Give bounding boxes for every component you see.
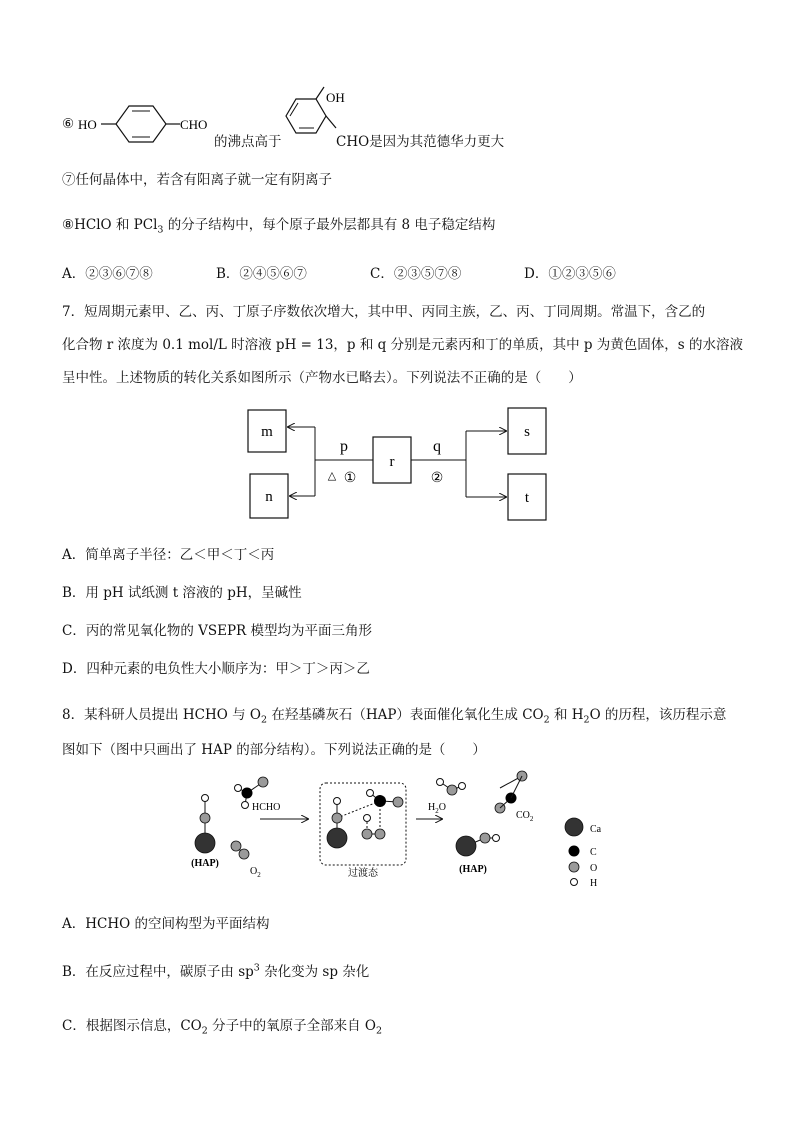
- q8-l1s1: 2: [260, 714, 268, 726]
- q8-b-a: B．在反应过程中，碳原子由 sp: [62, 964, 254, 980]
- step-2-label: ②: [430, 471, 444, 486]
- transition-state: [320, 783, 406, 879]
- q8-stem-line1: [62, 703, 726, 726]
- q8-l1s3: 2: [583, 714, 590, 726]
- ortho-oh-label: OH: [326, 90, 345, 105]
- label-t: t: [524, 490, 530, 506]
- step-1-label: ①: [343, 471, 357, 486]
- hap-left-label: (HAP): [191, 858, 219, 869]
- legend-o-swatch: [569, 862, 579, 872]
- q8-option-c[interactable]: [62, 1014, 382, 1037]
- q6-option-b[interactable]: B．②④⑤⑥⑦: [216, 266, 307, 282]
- q7-option-a[interactable]: A．简单离子半径：乙＜甲＜丁＜丙: [62, 547, 275, 563]
- label-s: s: [524, 424, 530, 440]
- co2-label: $CO_2$: [516, 810, 534, 823]
- heat-symbol: △: [327, 470, 337, 482]
- para-cho-label: CHO: [180, 117, 208, 132]
- q8-c-b: 分子中的氧原子全部来自 O: [207, 1018, 376, 1034]
- h2o-molecule: [428, 779, 466, 816]
- hcho-label: HCHO: [252, 802, 281, 813]
- q8-b-sup: 3: [253, 962, 260, 974]
- legend-o: O: [590, 863, 598, 874]
- q8-stem-line2: 图如下（图中只画出了 HAP 的部分结构）。下列说法正确的是（ ）: [62, 742, 486, 758]
- q6-option-c[interactable]: C．②③⑤⑦⑧: [370, 266, 462, 282]
- q8-l1d: O 的历程，该历程示意: [589, 707, 727, 723]
- item8-part-a: ⑧HClO 和 PCl: [62, 217, 158, 233]
- ts-label: 过渡态: [348, 868, 378, 879]
- p-hydroxybenzaldehyde-structure: [76, 92, 226, 152]
- legend-c: C: [590, 847, 597, 858]
- q7-option-b[interactable]: B．用 pH 试纸测 t 溶液的 pH，呈碱性: [62, 585, 302, 601]
- item8-part-b: 的分子结构中，每个原子最外层都具有 8 电子稳定结构: [163, 217, 496, 233]
- ts-box: [320, 783, 406, 865]
- q8-option-a[interactable]: A．HCHO 的空间构型为平面结构: [62, 916, 270, 932]
- q8-l1a: 8．某科研人员提出 HCHO 与 O: [62, 707, 261, 723]
- o2-label: $O_2$: [250, 866, 261, 879]
- hap-right-label: (HAP): [459, 864, 487, 875]
- hap-right: [456, 833, 500, 875]
- label-q: q: [433, 438, 441, 455]
- item6-cho-and-tail: [336, 130, 504, 150]
- hap-left: [191, 795, 219, 870]
- para-ho-label: HO: [78, 117, 97, 132]
- item8-subscript: 3: [157, 224, 164, 236]
- legend-ca-swatch: [565, 818, 583, 836]
- h2o-label: $H_2O$: [428, 802, 446, 815]
- atom-legend: [565, 818, 602, 889]
- q6-option-a[interactable]: A．②③⑥⑦⑧: [62, 266, 153, 282]
- item6-tail-text: 是因为其范德华力更大: [369, 134, 505, 150]
- item6-number: ⑥: [62, 116, 75, 132]
- q8-c-sub2: 2: [375, 1025, 382, 1037]
- legend-h: H: [590, 878, 598, 889]
- q8-b-b: 杂化变为 sp 杂化: [259, 964, 370, 980]
- co2-molecule: [495, 771, 534, 823]
- q8-l1b: 在羟基磷灰石（HAP）表面催化氧化生成 CO: [267, 707, 544, 723]
- q8-l1s2: 2: [543, 714, 550, 726]
- q7-option-d[interactable]: D．四种元素的电负性大小顺序为：甲＞丁＞丙＞乙: [62, 661, 370, 677]
- item8-statement: [62, 213, 495, 236]
- hcho-molecule: [235, 777, 281, 813]
- q8-l1c: 和 H: [549, 707, 584, 723]
- q7-stem-line2: 化合物 r 浓度为 0.1 mol/L 时溶液 pH = 13，p 和 q 分别是元素丙和丁的单质，其中 p 为黄色固体，s 的水溶液: [62, 337, 744, 353]
- label-m: m: [261, 424, 273, 440]
- legend-ca: Ca: [590, 824, 602, 835]
- label-n: n: [265, 489, 273, 505]
- legend-h-swatch: [571, 879, 578, 886]
- legend-c-swatch: [569, 846, 580, 857]
- q8-mechanism-diagram: [180, 768, 620, 898]
- q7-stem-line3: 呈中性。上述物质的转化关系如图所示（产物水已略去）。下列说法不正确的是（ ）: [62, 370, 582, 386]
- ortho-cho-label: CHO: [336, 134, 370, 150]
- q6-option-d[interactable]: D．①②③⑤⑥: [524, 266, 616, 282]
- q8-c-sub: 2: [201, 1025, 208, 1037]
- item6-mid-text: 的沸点高于: [214, 134, 282, 150]
- q7-conversion-diagram: [240, 400, 560, 525]
- o2-molecule: [231, 841, 261, 879]
- q7-stem-line1: 7．短周期元素甲、乙、丙、丁原子序数依次增大，其中甲、丙同主族，乙、丙、丁同周期。常温下，含乙的: [62, 304, 706, 320]
- q7-option-c[interactable]: C．丙的常见氧化物的 VSEPR 模型均为平面三角形: [62, 623, 373, 639]
- label-r: r: [389, 454, 395, 470]
- label-p: p: [340, 438, 348, 455]
- q8-option-b[interactable]: [62, 960, 369, 980]
- item7-statement: ⑦任何晶体中，若含有阳离子就一定有阴离子: [62, 172, 332, 188]
- q8-c-a: C．根据图示信息，CO: [62, 1018, 202, 1034]
